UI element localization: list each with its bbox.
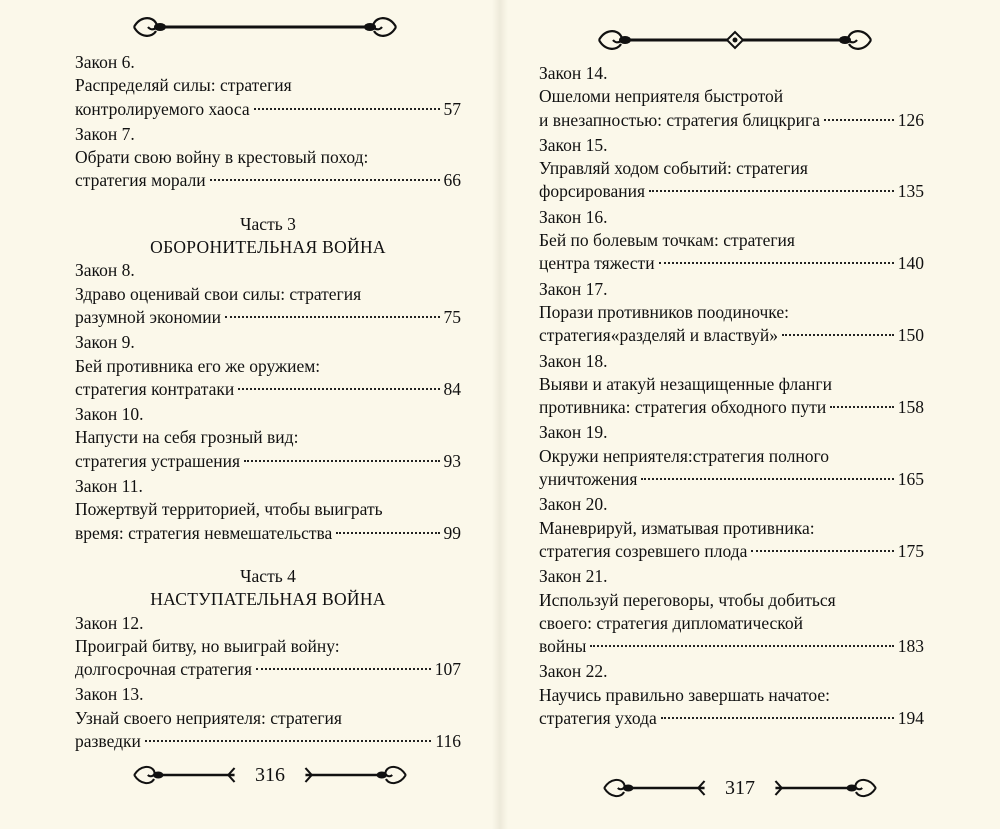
entry-leader-line bbox=[539, 635, 924, 658]
toc-entry-law-6 bbox=[75, 51, 461, 121]
entry-title-line: стратегия«разделяй и властвуй» bbox=[539, 325, 778, 346]
law-label: Закон 6. bbox=[75, 52, 135, 72]
entry-leader-line bbox=[539, 324, 924, 347]
page-reference: 194 bbox=[897, 708, 924, 729]
law-label: Закон 7. bbox=[75, 123, 135, 144]
dot-leader bbox=[145, 740, 431, 742]
dot-leader bbox=[590, 645, 893, 647]
entry-title-line: долгосрочная стратегия bbox=[75, 659, 252, 680]
law-label: Закон 17. bbox=[539, 278, 608, 299]
entry-title-line: войны bbox=[539, 636, 587, 657]
page-footer-right bbox=[600, 773, 880, 803]
entry-title-line: Узнай своего неприятеля: стратегия bbox=[75, 707, 342, 728]
dot-leader bbox=[336, 532, 439, 534]
law-label: Закон 14. bbox=[539, 63, 608, 83]
page-reference: 150 bbox=[897, 325, 924, 346]
entry-title-line: своего: стратегия дипломатической bbox=[539, 612, 804, 633]
toc-entry-law-18 bbox=[539, 350, 924, 420]
page-reference: 116 bbox=[435, 731, 461, 752]
dot-leader bbox=[830, 406, 893, 408]
law-label: Закон 13. bbox=[75, 684, 144, 705]
entry-leader-line bbox=[75, 522, 461, 545]
entry-title-line: Выяви и атакуй незащищенные фланги bbox=[539, 373, 832, 394]
part-title: ОБОРОНИТЕЛЬНАЯ ВОЙНА bbox=[150, 237, 386, 258]
ornament-footer-left-icon bbox=[130, 763, 245, 787]
entry-leader-line bbox=[539, 109, 924, 132]
part-label: Часть 3 bbox=[240, 213, 296, 234]
page-reference: 158 bbox=[897, 397, 924, 418]
entry-title-line: уничтожения bbox=[539, 469, 638, 490]
page-reference: 93 bbox=[443, 450, 461, 471]
toc-entry-law-9 bbox=[75, 331, 461, 401]
entry-title-line: Окружи неприятеля:стратегия полного bbox=[539, 445, 830, 466]
dot-leader bbox=[244, 460, 440, 462]
entry-title-line: Бей противника его же оружием: bbox=[75, 355, 321, 376]
page-reference: 57 bbox=[443, 98, 461, 119]
dot-leader bbox=[254, 108, 440, 110]
right-page bbox=[500, 0, 1000, 829]
law-label: Закон 11. bbox=[75, 476, 143, 497]
dot-leader bbox=[256, 668, 431, 670]
entry-leader-line bbox=[75, 730, 461, 753]
page-number: 316 bbox=[255, 763, 285, 786]
part-heading-4 bbox=[75, 565, 461, 612]
page-reference: 175 bbox=[897, 540, 924, 561]
part-title: НАСТУПАТЕЛЬНАЯ ВОЙНА bbox=[150, 589, 386, 610]
entry-leader-line bbox=[75, 169, 461, 192]
law-label: Закон 20. bbox=[539, 494, 608, 515]
entry-title-line: Проиграй битву, но выиграй войну: bbox=[75, 635, 340, 656]
entry-title-line: Распределяй силы: стратегия bbox=[75, 75, 292, 96]
toc-entry-law-15 bbox=[539, 134, 924, 204]
dot-leader bbox=[238, 388, 439, 390]
ornament-top-right-icon bbox=[595, 27, 875, 53]
page-reference: 165 bbox=[897, 469, 924, 490]
entry-title-line: и внезапностью: стратегия блицкрига bbox=[539, 109, 820, 130]
entry-title-line: Напусти на себя грозный вид: bbox=[75, 427, 299, 448]
toc-entry-law-8 bbox=[75, 259, 461, 329]
entry-title-line: Здраво оценивай свои силы: стратегия bbox=[75, 283, 362, 304]
dot-leader bbox=[659, 262, 894, 264]
entry-title-line: форсирования bbox=[539, 181, 646, 202]
entry-title-line: стратегия созревшего плода bbox=[539, 540, 748, 561]
page-reference: 66 bbox=[443, 170, 461, 191]
entry-title-line: стратегия морали bbox=[75, 170, 206, 191]
dot-leader bbox=[782, 334, 894, 336]
entry-title-line: контролируемого хаоса bbox=[75, 98, 250, 119]
entry-title-line: Пожертвуй территорией, чтобы выиграть bbox=[75, 499, 383, 520]
toc-entry-law-12 bbox=[75, 612, 461, 682]
page-footer-left bbox=[130, 760, 410, 790]
dot-leader bbox=[225, 316, 440, 318]
page-reference: 140 bbox=[897, 253, 924, 274]
part-label: Часть 4 bbox=[240, 565, 296, 586]
entry-title-line: Порази противников поодиночке: bbox=[539, 301, 789, 322]
ornament-footer-right-icon bbox=[295, 763, 410, 787]
entry-leader-line bbox=[539, 396, 924, 419]
toc-entry-law-19 bbox=[539, 421, 924, 491]
entry-title-line: Маневрируй, изматывая противника: bbox=[539, 517, 815, 538]
page-reference: 135 bbox=[897, 181, 924, 202]
dot-leader bbox=[824, 119, 894, 121]
law-label: Закон 22. bbox=[539, 661, 608, 682]
entry-title-line: разумной экономии bbox=[75, 306, 221, 327]
page-number: 317 bbox=[725, 776, 755, 799]
entry-leader-line bbox=[75, 378, 461, 401]
entry-title-line: стратегия ухода bbox=[539, 708, 657, 729]
page-reference: 75 bbox=[443, 306, 461, 327]
law-label: Закон 19. bbox=[539, 422, 608, 443]
entry-leader-line bbox=[539, 540, 924, 563]
entry-title-line: Бей по болевым точкам: стратегия bbox=[539, 230, 795, 251]
page-reference: 84 bbox=[443, 378, 461, 399]
toc-entry-law-22 bbox=[539, 660, 924, 730]
toc-entry-law-20 bbox=[539, 493, 924, 563]
entry-title-line: центра тяжести bbox=[539, 253, 655, 274]
entry-title-line: стратегия контратаки bbox=[75, 378, 235, 399]
entry-title-line: время: стратегия невмешательства bbox=[75, 522, 333, 543]
page-reference: 99 bbox=[443, 522, 461, 543]
law-label: Закон 8. bbox=[75, 260, 135, 281]
entry-leader-line bbox=[75, 98, 461, 121]
entry-title-line: Используй переговоры, чтобы добиться bbox=[539, 589, 836, 610]
toc-entry-law-16 bbox=[539, 206, 924, 276]
entry-leader-line bbox=[539, 468, 924, 491]
dot-leader bbox=[641, 478, 893, 480]
ornament-footer-left-icon bbox=[600, 776, 715, 800]
entry-leader-line bbox=[75, 658, 461, 681]
entry-title-line: Обрати свою войну в крестовый поход: bbox=[75, 147, 369, 168]
toc-entry-law-17 bbox=[539, 278, 924, 348]
law-label: Закон 15. bbox=[539, 134, 608, 155]
page-reference: 107 bbox=[434, 659, 461, 680]
ornament-top-left-icon bbox=[130, 14, 400, 40]
entry-title-line: стратегия устрашения bbox=[75, 450, 240, 471]
entry-title-line: разведки bbox=[75, 731, 141, 752]
dot-leader bbox=[751, 550, 893, 552]
toc-left bbox=[75, 51, 461, 755]
toc-entry-law-14 bbox=[539, 62, 924, 132]
entry-title-line: противника: стратегия обходного пути bbox=[539, 397, 827, 418]
toc-entry-law-10 bbox=[75, 403, 461, 473]
law-label: Закон 21. bbox=[539, 566, 608, 587]
page-reference: 183 bbox=[897, 636, 924, 657]
toc-right bbox=[539, 62, 924, 732]
dot-leader bbox=[210, 179, 440, 181]
toc-entry-law-7 bbox=[75, 123, 461, 193]
law-label: Закон 16. bbox=[539, 206, 608, 227]
toc-entry-law-21 bbox=[539, 565, 924, 658]
ornament-footer-right-icon bbox=[765, 776, 880, 800]
law-label: Закон 9. bbox=[75, 332, 135, 353]
entry-leader-line bbox=[539, 180, 924, 203]
entry-title-line: Управляй ходом событий: стратегия bbox=[539, 158, 808, 179]
entry-leader-line bbox=[539, 707, 924, 730]
page-reference: 126 bbox=[897, 109, 924, 130]
law-label: Закон 12. bbox=[75, 612, 144, 633]
entry-title-line: Ошеломи неприятеля быстротой bbox=[539, 86, 784, 107]
dot-leader bbox=[649, 190, 894, 192]
entry-leader-line bbox=[539, 252, 924, 275]
law-label: Закон 10. bbox=[75, 404, 144, 425]
part-heading-3 bbox=[75, 213, 461, 260]
dot-leader bbox=[661, 717, 894, 719]
entry-title-line: Научись правильно завершать начатое: bbox=[539, 684, 830, 705]
entry-leader-line bbox=[75, 450, 461, 473]
entry-leader-line bbox=[75, 306, 461, 329]
law-label: Закон 18. bbox=[539, 350, 608, 371]
toc-entry-law-13 bbox=[75, 683, 461, 753]
toc-entry-law-11 bbox=[75, 475, 461, 545]
